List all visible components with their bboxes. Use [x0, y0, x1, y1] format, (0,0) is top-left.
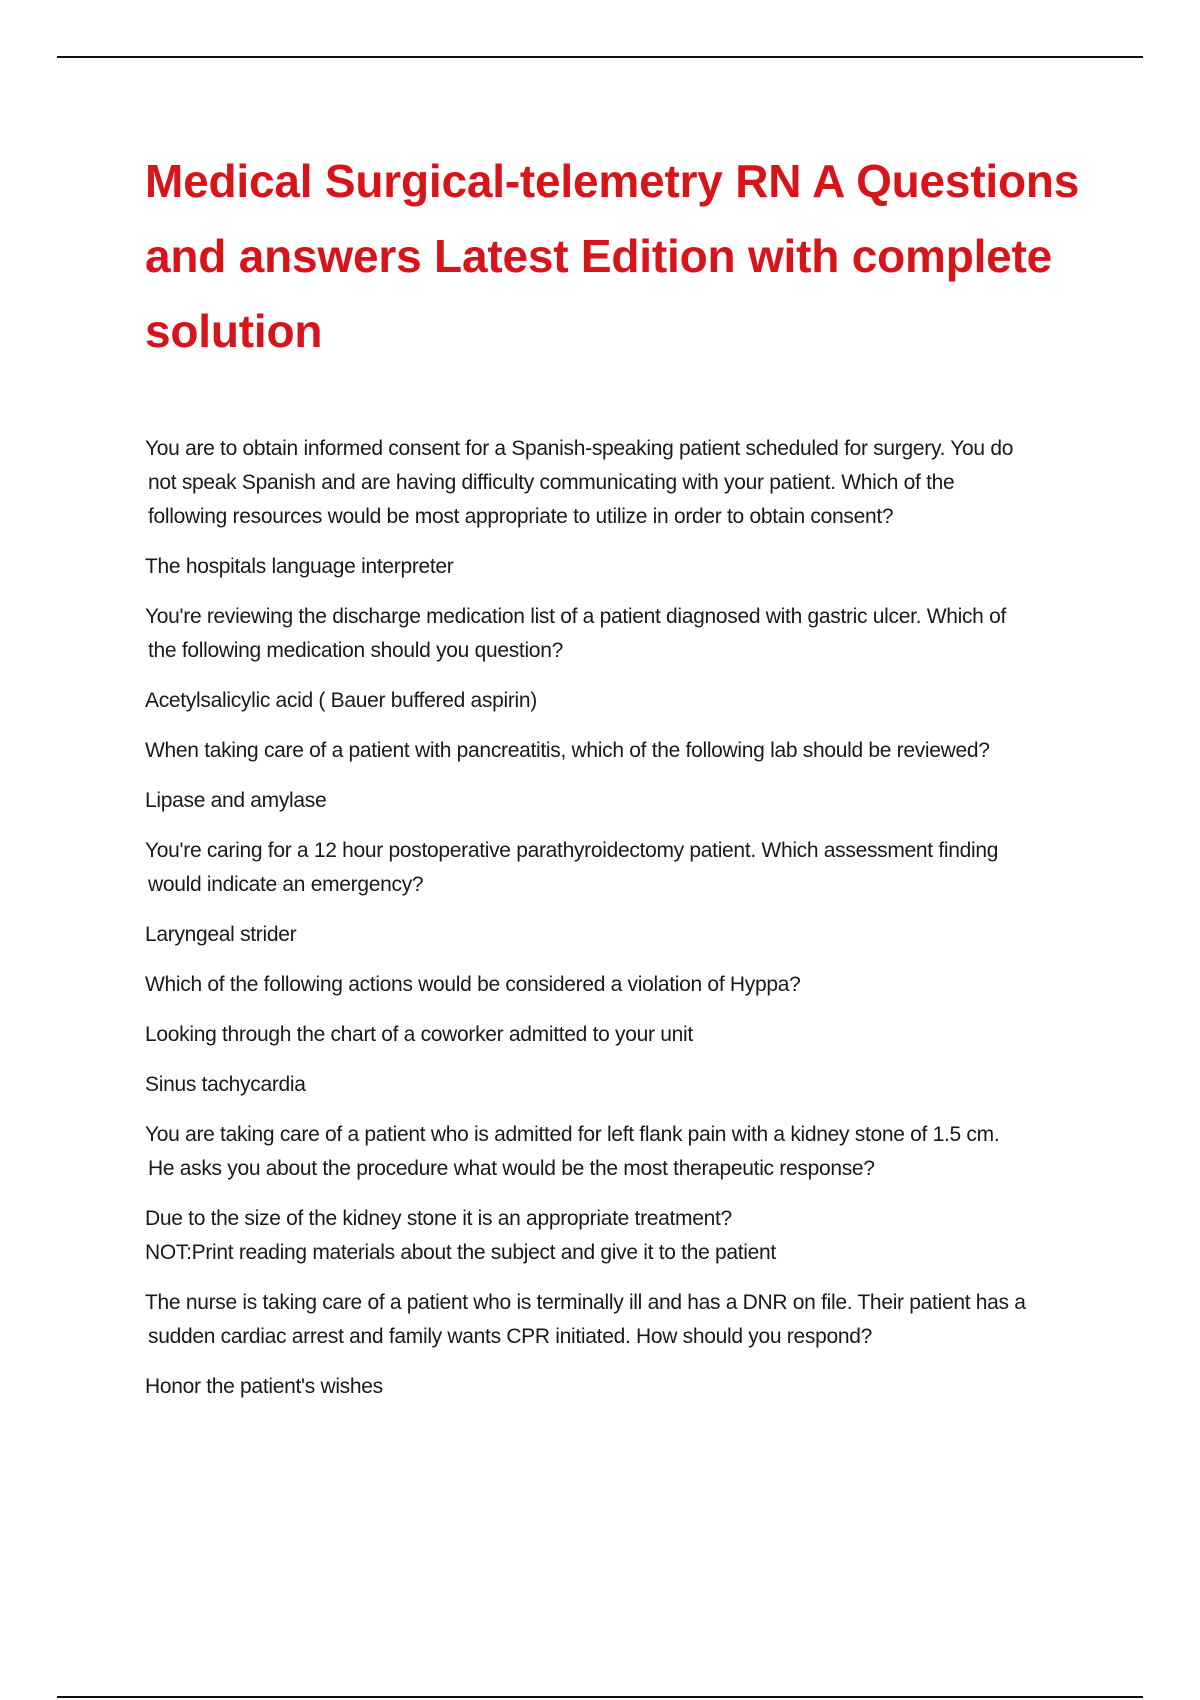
question-paragraph — [145, 432, 1075, 534]
document-body — [145, 432, 1075, 1420]
answer-paragraph — [145, 784, 1075, 818]
answer-paragraph — [145, 1370, 1075, 1404]
question-paragraph — [145, 968, 1075, 1002]
top-rule — [57, 56, 1143, 58]
answer-paragraph — [145, 550, 1075, 584]
text-line: You're reviewing the discharge medication list of a patient diagnosed with gastric ulcer. Which of — [145, 605, 1006, 628]
question-paragraph — [145, 1286, 1075, 1354]
text-line: The nurse is taking care of a patient who is terminally ill and has a DNR on file. Their patient has a — [145, 1291, 1026, 1314]
answer-paragraph — [145, 1068, 1075, 1102]
text-line: sudden cardiac arrest and family wants CPR initiated. How should you respond? — [148, 1325, 872, 1348]
text-line: Due to the size of the kidney stone it is an appropriate treatment? — [145, 1207, 732, 1230]
question-paragraph — [145, 734, 1075, 768]
text-line: the following medication should you question? — [148, 639, 563, 662]
bottom-rule — [57, 1696, 1143, 1698]
answer-paragraph — [145, 684, 1075, 718]
text-line: Lipase and amylase — [145, 789, 327, 812]
text-line: Sinus tachycardia — [145, 1073, 306, 1096]
text-line: Looking through the chart of a coworker admitted to your unit — [145, 1023, 693, 1046]
text-line: would indicate an emergency? — [148, 873, 424, 896]
text-line: Laryngeal strider — [145, 923, 297, 946]
text-line: Which of the following actions would be considered a violation of Hyppa? — [145, 973, 801, 996]
text-line: Acetylsalicylic acid ( Bauer buffered aspirin) — [145, 689, 537, 712]
text-line: not speak Spanish and are having difficulty communicating with your patient. Which of the — [148, 471, 955, 494]
text-line: You're caring for a 12 hour postoperative parathyroidectomy patient. Which assessment finding — [145, 839, 999, 862]
text-line: following resources would be most appropriate to utilize in order to obtain consent? — [148, 505, 894, 528]
text-line: When taking care of a patient with pancreatitis, which of the following lab should be reviewed? — [145, 739, 990, 762]
question-paragraph — [145, 600, 1075, 668]
text-line: You are taking care of a patient who is admitted for left flank pain with a kidney stone of 1.5 cm. — [145, 1123, 1000, 1146]
answer-paragraph — [145, 918, 1075, 952]
question-paragraph — [145, 1118, 1075, 1186]
document-title: Medical Surgical-telemetry RN A Questions and answers Latest Edition with complete solution — [145, 155, 1080, 357]
text-line: Honor the patient's wishes — [145, 1375, 383, 1398]
text-line: NOT:Print reading materials about the subject and give it to the patient — [145, 1241, 776, 1264]
question-paragraph — [145, 834, 1075, 902]
text-line: He asks you about the procedure what would be the most therapeutic response? — [148, 1157, 875, 1180]
text-line: The hospitals language interpreter — [145, 555, 454, 578]
text-line: You are to obtain informed consent for a Spanish-speaking patient scheduled for surgery. You do — [145, 437, 1014, 460]
answer-paragraph — [145, 1202, 1075, 1270]
answer-paragraph — [145, 1018, 1075, 1052]
